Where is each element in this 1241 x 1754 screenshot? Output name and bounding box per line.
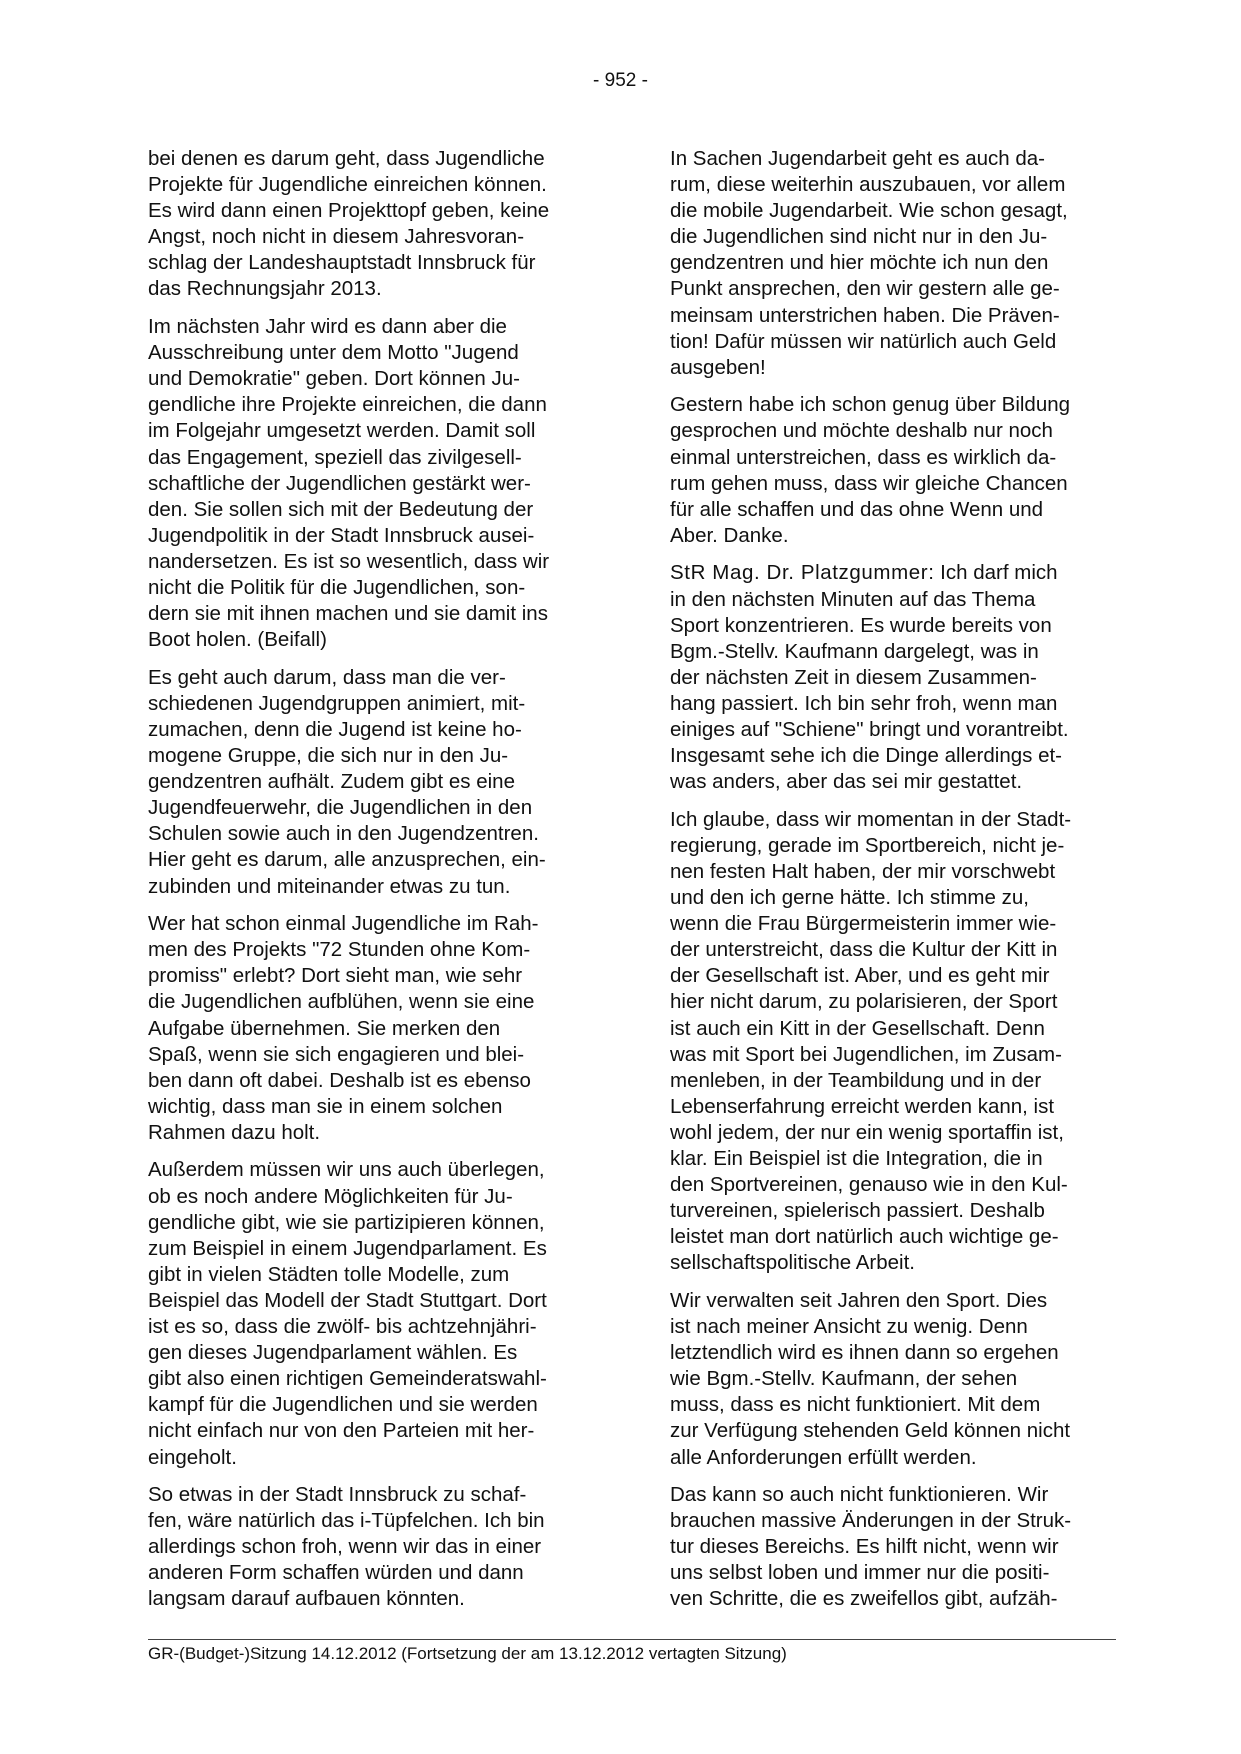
- text-line: Sport konzentrieren. Es wurde bereits von: [670, 613, 1052, 637]
- paragraph: [670, 1288, 1112, 1471]
- text-line: allerdings schon froh, wenn wir das in einer: [148, 1535, 542, 1559]
- text-line: wenn die Frau Bürgermeisterin immer wie-: [670, 912, 1057, 936]
- text-line: zum Beispiel in einem Jugendparlament. Es: [148, 1236, 547, 1260]
- text-line: der nächsten Zeit in diesem Zusammen-: [670, 665, 1037, 689]
- text-line: was mit Sport bei Jugendlichen, im Zusam-: [670, 1042, 1062, 1066]
- text-line: sellschaftspolitische Arbeit.: [670, 1251, 915, 1275]
- text-line: Jugendpolitik in der Stadt Innsbruck ausei-: [148, 523, 535, 547]
- text-line: ist es so, dass die zwölf- bis achtzehnjähri-: [148, 1315, 537, 1339]
- text-line: die mobile Jugendarbeit. Wie schon gesagt,: [670, 199, 1068, 223]
- text-line: zur Verfügung stehenden Geld können nicht: [670, 1419, 1071, 1443]
- text-line: Es wird dann einen Projekttopf geben, keine: [148, 199, 550, 223]
- text-line: schlag der Landeshauptstadt Innsbruck für: [148, 251, 536, 275]
- right-column-top: [670, 146, 1112, 549]
- text-line: tur dieses Bereichs. Es hilft nicht, wenn wir: [670, 1535, 1059, 1559]
- text-line: die Jugendlichen aufblühen, wenn sie eine: [148, 990, 535, 1014]
- text-line: ist nach meiner Ansicht zu wenig. Denn: [670, 1315, 1028, 1339]
- text-line: Aufgabe übernehmen. Sie merken den: [148, 1016, 501, 1040]
- text-line: ben dann oft dabei. Deshalb ist es ebenso: [148, 1068, 531, 1092]
- text-line: alle Anforderungen erfüllt werden.: [670, 1445, 977, 1469]
- text-line: mogene Gruppe, die sich nur in den Ju-: [148, 744, 509, 768]
- text-line: das Engagement, speziell das zivilgesell-: [148, 445, 522, 469]
- text-line: rum, diese weiterhin auszubauen, vor allem: [670, 173, 1066, 197]
- text-line: letztendlich wird es ihnen dann so ergehen: [670, 1341, 1059, 1365]
- text-line: Wer hat schon einmal Jugendliche im Rah-: [148, 912, 539, 936]
- text-line: Das kann so auch nicht funktionieren. Wir: [670, 1483, 1049, 1507]
- text-line: gesprochen und möchte deshalb nur noch: [670, 419, 1053, 443]
- text-line: zubinden und miteinander etwas zu tun.: [148, 874, 511, 898]
- text-line: gibt also einen richtigen Gemeinderatswahl-: [148, 1367, 547, 1391]
- paragraph: [148, 1157, 590, 1470]
- text-line: gendliche gibt, wie sie partizipieren können,: [148, 1210, 545, 1234]
- text-line: Es geht auch darum, dass man die ver-: [148, 665, 506, 689]
- text-line: Außerdem müssen wir uns auch überlegen,: [148, 1158, 545, 1182]
- text-line: der Gesellschaft ist. Aber, und es geht mir: [670, 964, 1050, 988]
- text-line: Schulen sowie auch in den Jugendzentren.: [148, 822, 539, 846]
- text-line: nicht die Politik für die Jugendlichen, son-: [148, 576, 526, 599]
- text-line: wichtig, dass man sie in einem solchen: [148, 1094, 503, 1118]
- text-line: dern sie mit ihnen machen und sie damit ins: [148, 602, 548, 626]
- text-line: der unterstreicht, dass die Kultur der Kitt in: [670, 938, 1058, 962]
- text-line: Jugendfeuerwehr, die Jugendlichen in den: [148, 796, 533, 820]
- text-line: Lebenserfahrung erreicht werden kann, ist: [670, 1094, 1055, 1118]
- text-line: Projekte für Jugendliche einreichen können.: [148, 173, 547, 197]
- text-line: Ausschreibung unter dem Motto "Jugend: [148, 341, 519, 365]
- text-line: fen, wäre natürlich das i-Tüpfelchen. Ich bin: [148, 1509, 545, 1533]
- text-line: ob es noch andere Möglichkeiten für Ju-: [148, 1184, 513, 1208]
- text-line: zumachen, denn die Jugend ist keine ho-: [148, 717, 522, 741]
- text-line: kampf für die Jugendlichen und sie werden: [148, 1393, 538, 1417]
- text-line: gendzentren aufhält. Zudem gibt es eine: [148, 770, 515, 794]
- paragraph: [670, 146, 1112, 381]
- paragraph: [670, 587, 1112, 796]
- text-line: was anders, aber das sei mir gestattet.: [670, 770, 1023, 794]
- speaker-line: [670, 560, 1112, 586]
- paragraph: [148, 911, 590, 1146]
- text-line: das Rechnungsjahr 2013.: [148, 277, 382, 301]
- text-line: klar. Ein Beispiel ist die Integration, die in: [670, 1146, 1043, 1170]
- text-line: Boot holen. (Beifall): [148, 628, 327, 652]
- text-line: schiedenen Jugendgruppen animiert, mit-: [148, 691, 526, 715]
- speaker-name: StR Mag. Dr. Platzgummer:: [670, 561, 935, 585]
- text-line: einmal unterstreichen, dass es wirklich da-: [670, 445, 1057, 469]
- text-line: Bgm.-Stellv. Kaufmann dargelegt, was in: [670, 639, 1039, 663]
- text-line: Rahmen dazu holt.: [148, 1120, 321, 1144]
- paragraph: [670, 392, 1112, 549]
- text-line: Im nächsten Jahr wird es dann aber die: [148, 315, 507, 339]
- text-line: nicht einfach nur von den Parteien mit her-: [148, 1419, 535, 1443]
- text-line: turvereinen, spielerisch passiert. Deshalb: [670, 1199, 1045, 1223]
- text-line: promiss" erlebt? Dort sieht man, wie sehr: [148, 964, 523, 988]
- text-line: gendliche ihre Projekte einreichen, die dann: [148, 393, 547, 417]
- text-line: regierung, gerade im Sportbereich, nicht je-: [670, 833, 1065, 857]
- text-line: langsam darauf aufbauen könnten.: [148, 1587, 465, 1611]
- text-line: Ich glaube, dass wir momentan in der Stadt-: [670, 807, 1072, 831]
- text-line: Hier geht es darum, alle anzusprechen, ein-: [148, 848, 546, 872]
- text-line: Insgesamt sehe ich die Dinge allerdings et-: [670, 744, 1062, 768]
- speaker-line-rest: Ich darf mich: [934, 561, 1058, 585]
- text-line: men des Projekts "72 Stunden ohne Kom-: [148, 938, 531, 962]
- page-number: - 952 -: [593, 70, 648, 91]
- text-line: uns selbst loben und immer nur die positi-: [670, 1561, 1050, 1585]
- text-line: Beispiel das Modell der Stadt Stuttgart. Dort: [148, 1288, 547, 1312]
- paragraph: [670, 1482, 1112, 1612]
- text-line: im Folgejahr umgesetzt werden. Damit soll: [148, 419, 536, 443]
- left-column: [148, 146, 590, 1624]
- text-line: nen festen Halt haben, der mir vorschwebt: [670, 859, 1056, 883]
- text-line: für alle schaffen und das ohne Wenn und: [670, 497, 1044, 521]
- right-column-bottom: [670, 587, 1112, 1613]
- text-line: den. Sie sollen sich mit der Bedeutung der: [148, 497, 534, 521]
- speaker-paragraph: [670, 560, 1112, 586]
- text-line: rum gehen muss, dass wir gleiche Chancen: [670, 471, 1068, 495]
- paragraph: [670, 807, 1112, 1277]
- text-line: Gestern habe ich schon genug über Bildung: [670, 393, 1071, 417]
- text-line: ist auch ein Kitt in der Gesellschaft. Denn: [670, 1016, 1045, 1040]
- text-line: hier nicht darum, zu polarisieren, der Sport: [670, 990, 1058, 1014]
- text-line: gibt in vielen Städten tolle Modelle, zum: [148, 1262, 510, 1286]
- text-line: und Demokratie" geben. Dort können Ju-: [148, 367, 520, 391]
- text-line: gendzentren und hier möchte ich nun den: [670, 251, 1049, 275]
- footer-divider: [148, 1639, 1116, 1640]
- text-line: Spaß, wenn sie sich engagieren und blei-: [148, 1042, 525, 1066]
- text-line: schaftliche der Jugendlichen gestärkt wer-: [148, 471, 531, 495]
- text-line: und den ich gerne hätte. Ich stimme zu,: [670, 886, 1029, 910]
- text-line: Wir verwalten seit Jahren den Sport. Dies: [670, 1288, 1048, 1312]
- text-line: Aber. Danke.: [670, 523, 789, 547]
- text-line: Angst, noch nicht in diesem Jahresvoran-: [148, 225, 525, 249]
- text-line: einiges auf "Schiene" bringt und vorantreibt.: [670, 717, 1069, 741]
- text-line: In Sachen Jugendarbeit geht es auch da-: [670, 147, 1045, 170]
- text-line: eingeholt.: [148, 1445, 237, 1469]
- text-line: wie Bgm.-Stellv. Kaufmann, der sehen: [670, 1367, 1018, 1391]
- text-line: So etwas in der Stadt Innsbruck zu schaf-: [148, 1483, 527, 1507]
- text-line: menleben, in der Teambildung und in der: [670, 1068, 1042, 1092]
- text-line: gen dieses Jugendparlament wählen. Es: [148, 1341, 518, 1365]
- text-line: hang passiert. Ich bin sehr froh, wenn man: [670, 691, 1058, 715]
- right-column: [670, 146, 1112, 1624]
- paragraph: [148, 146, 590, 303]
- footer-text: GR-(Budget-)Sitzung 14.12.2012 (Fortsetzung der am 13.12.2012 vertagten Sitzung): [148, 1644, 787, 1663]
- text-line: die Jugendlichen sind nicht nur in den Ju-: [670, 225, 1048, 249]
- text-line: Punkt ansprechen, den wir gestern alle ge-: [670, 277, 1060, 301]
- text-line: meinsam unterstrichen haben. Die Präven-: [670, 303, 1060, 327]
- text-line: den Sportvereinen, genauso wie in den Kul-: [670, 1173, 1068, 1197]
- text-line: in den nächsten Minuten auf das Thema: [670, 587, 1036, 611]
- paragraph: [148, 665, 590, 900]
- paragraph: [148, 1482, 590, 1612]
- text-line: ven Schritte, die es zweifellos gibt, aufzäh-: [670, 1587, 1058, 1611]
- text-line: nandersetzen. Es ist so wesentlich, dass wir: [148, 549, 550, 573]
- text-line: ausgeben!: [670, 355, 766, 379]
- paragraph: [148, 314, 590, 653]
- text-line: leistet man dort natürlich auch wichtige ge-: [670, 1225, 1059, 1249]
- text-line: tion! Dafür müssen wir natürlich auch Geld: [670, 329, 1057, 353]
- text-line: wohl jedem, der nur ein wenig sportaffin ist,: [670, 1120, 1064, 1144]
- text-line: anderen Form schaffen würden und dann: [148, 1561, 524, 1585]
- text-line: brauchen massive Änderungen in der Struk-: [670, 1509, 1072, 1533]
- text-line: bei denen es darum geht, dass Jugendliche: [148, 147, 545, 170]
- text-line: muss, dass es nicht funktioniert. Mit dem: [670, 1393, 1041, 1417]
